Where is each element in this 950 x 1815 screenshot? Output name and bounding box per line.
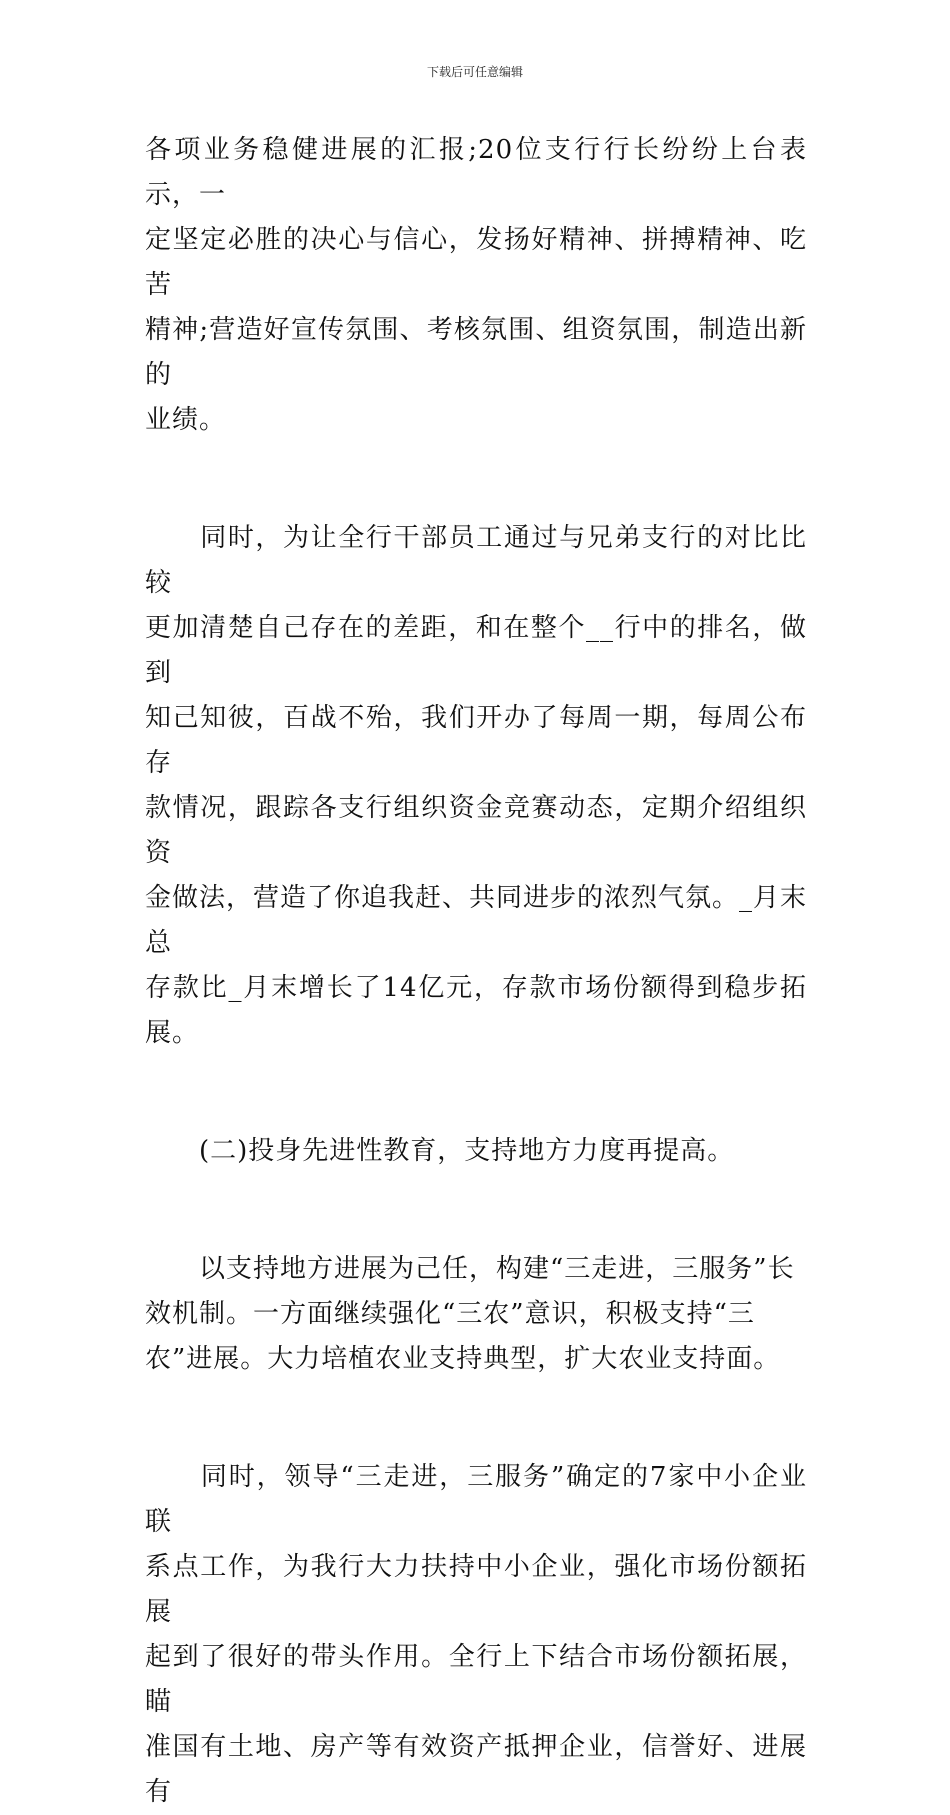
paragraph-line: 定坚定必胜的决心与信心，发扬好精神、拼搏精神、吃苦 xyxy=(145,225,807,300)
paragraph-line: 精神;营造好宣传氛围、考核氛围、组资氛围，制造出新的 xyxy=(145,315,807,390)
paragraph-spacer xyxy=(145,443,807,516)
paragraph-line: 准国有土地、房产等有效资产抵押企业，信誉好、进展有 xyxy=(145,1732,807,1807)
paragraph-line: 同时，为让全行干部员工通过与兄弟支行的对比比较 xyxy=(145,523,807,598)
paragraph-line: 以支持地方进展为己任，构建“三走进，三服务”长 xyxy=(145,1254,795,1284)
paragraph-line: 知己知彼，百战不殆，我们开办了每周一期，每周公布存 xyxy=(145,703,807,778)
paragraph-4 xyxy=(145,1455,807,1815)
paragraph-spacer xyxy=(145,1382,807,1455)
paragraph-line: 款情况，跟踪各支行组织资金竞赛动态，定期介绍组织资 xyxy=(145,793,807,868)
paragraph-line: 系点工作，为我行大力扶持中小企业，强化市场份额拓展 xyxy=(145,1552,807,1627)
paragraph-2 xyxy=(145,516,807,1056)
paragraph-spacer xyxy=(145,1174,807,1247)
paragraph-line: 起到了很好的带头作用。全行上下结合市场份额拓展，瞄 xyxy=(145,1642,807,1717)
paragraph-line: 更加清楚自己存在的差距，和在整个__行中的排名，做到 xyxy=(145,613,807,688)
paragraph-line: 同时，领导“三走进，三服务”确定的7家中小企业联 xyxy=(145,1462,807,1537)
paragraph-3 xyxy=(145,1247,807,1382)
paragraph-spacer xyxy=(145,1056,807,1129)
paragraph-line: 农”进展。大力培植农业支持典型，扩大农业支持面。 xyxy=(145,1344,781,1374)
paragraph-line: 存款比_月末增长了14亿元，存款市场份额得到稳步拓展。 xyxy=(145,973,807,1048)
section-heading-line: (二)投身先进性教育，支持地方力度再提高。 xyxy=(145,1136,735,1166)
paragraph-line: 业绩。 xyxy=(145,405,227,435)
document-body xyxy=(145,128,807,1815)
paragraph-line: 各项业务稳健进展的汇报;20位支行行长纷纷上台表示，一 xyxy=(145,135,807,210)
paragraph-1 xyxy=(145,128,807,443)
paragraph-line: 金做法，营造了你追我赶、共同进步的浓烈气氛。_月末总 xyxy=(145,883,808,958)
section-heading xyxy=(145,1129,807,1174)
paragraph-line: 效机制。一方面继续强化“三农”意识，积极支持“三 xyxy=(145,1299,755,1329)
page-header: 下载后可任意编辑 xyxy=(426,65,523,79)
